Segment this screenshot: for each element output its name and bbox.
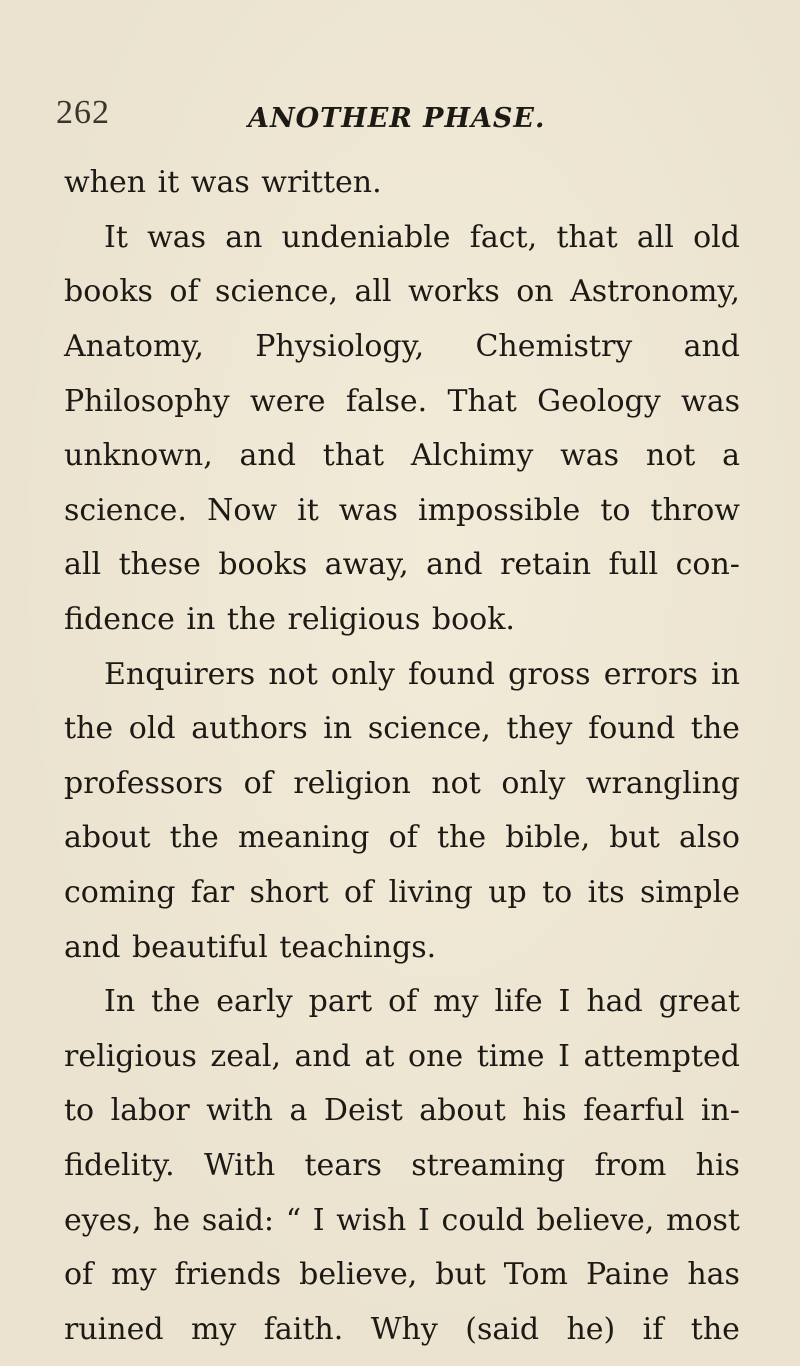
word: full [608,547,659,583]
word: living [388,875,473,911]
body-text [64,156,740,1357]
word: “ [285,1202,302,1238]
word: zeal, [210,1038,281,1074]
word: at [364,1038,395,1074]
word: not [431,765,481,801]
word: but [435,1257,486,1293]
word: Astronomy, [570,274,740,310]
text-line [64,1030,740,1085]
text-line [64,1248,740,1303]
word: short [249,875,329,911]
word: errors [603,656,698,692]
word: with [206,1093,273,1129]
word: works [408,274,500,310]
text-line [64,647,740,702]
text-line [64,1193,740,1248]
word: streaming [411,1147,566,1183]
word: the [690,1311,740,1347]
word: fact, [469,219,538,255]
word: said: [201,1202,275,1238]
word: Deist [323,1093,403,1129]
word: the [690,711,740,747]
text-line: fidence in the religious book. [64,602,515,638]
word: the [169,820,219,856]
word: he) [566,1311,616,1347]
text-line [64,757,740,812]
word: science, [367,711,491,747]
word: time [476,1038,545,1074]
text-line [64,265,740,320]
word: That [447,383,517,419]
word: early [216,984,293,1020]
text-line: and beautiful teachings. [64,929,437,965]
word: professors [64,765,224,801]
word: but [609,820,660,856]
word: my [433,984,479,1020]
word: (said [465,1311,540,1347]
word: of [344,875,374,911]
word: Enquirers [104,656,256,692]
word: part [308,984,373,1020]
text-line [64,320,740,375]
word: Now [207,492,278,528]
word: I [558,984,571,1020]
word: great [658,984,740,1020]
word: retain [500,547,592,583]
word: bible, [505,820,591,856]
word: I [417,1202,430,1238]
word: religious [64,1038,197,1074]
word: In [104,984,136,1020]
word: authors [191,711,308,747]
word: believe, [299,1257,418,1293]
word: if [642,1311,664,1347]
text-line [64,211,740,266]
word: con- [675,547,740,583]
word: Philosophy [64,383,230,419]
word: Paine [585,1257,670,1293]
word: in [323,711,353,747]
word: about [64,820,151,856]
word: the [436,820,487,856]
word: books [64,274,153,310]
text-line [64,1139,740,1194]
word: an [225,219,263,255]
word: tears [304,1147,382,1183]
word: these [118,547,201,583]
word: my [111,1257,157,1293]
word: was [681,383,740,419]
word: only [501,765,566,801]
word: on [516,274,554,310]
word: wrangling [585,765,740,801]
word: that [556,219,618,255]
word: far [190,875,235,911]
text-line [64,484,740,539]
word: books [218,547,308,583]
word: from [594,1147,667,1183]
word: simple [639,875,740,911]
word: not [645,438,696,474]
text-line [64,1084,740,1139]
word: the [64,711,114,747]
word: attempted [583,1038,740,1074]
word: had [586,984,643,1020]
text-line [64,374,740,429]
word: not [268,656,318,692]
word: to [542,875,573,911]
word: found [407,656,495,692]
word: gross [508,656,591,692]
text-line [64,1302,740,1357]
text-line [64,702,740,757]
word: in [711,656,740,692]
word: found [588,711,676,747]
word: impossible [417,492,581,528]
word: in- [700,1093,740,1129]
word: away, [324,547,409,583]
word: of [169,274,199,310]
word: and [239,438,296,474]
word: to [600,492,631,528]
word: Tom [503,1257,568,1293]
word: he [153,1202,191,1238]
word: only [330,656,395,692]
word: Physiology, [255,329,425,365]
word: and [683,329,740,365]
word: I [312,1202,325,1238]
word: old [128,711,176,747]
word: was [338,492,398,528]
word: also [678,820,740,856]
word: a [722,438,740,474]
word: Chemistry [475,329,633,365]
word: With [203,1147,276,1183]
word: life [494,984,543,1020]
word: false. [345,383,428,419]
word: has [687,1257,740,1293]
word: of [64,1257,94,1293]
word: up [488,875,527,911]
word: Anatomy, [64,329,204,365]
word: could [441,1202,525,1238]
word: Alchimy [410,438,534,474]
text-line [64,538,740,593]
word: its [587,875,625,911]
word: believe, [536,1202,655,1238]
word: fearful [583,1093,685,1129]
word: old [693,219,740,255]
word: Geology [537,383,661,419]
word: they [506,711,573,747]
word: eyes, [64,1202,142,1238]
word: one [408,1038,464,1074]
word: all [64,547,102,583]
word: most [666,1202,740,1238]
text-line [64,866,740,921]
text-line [64,975,740,1030]
word: of [388,984,418,1020]
text-line: when it was written. [64,165,382,201]
word: and [426,547,483,583]
word: undeniable [281,219,451,255]
word: It [104,219,128,255]
word: ruined [64,1311,164,1347]
text-line [64,811,740,866]
word: about [419,1093,506,1129]
word: his [522,1093,567,1129]
running-head: ANOTHER PHASE. [248,103,546,134]
word: it [297,492,319,528]
word: that [322,438,385,474]
word: was [147,219,207,255]
word: and [294,1038,351,1074]
text-line [64,429,740,484]
word: religion [293,765,411,801]
word: faith. [263,1311,344,1347]
word: all [636,219,674,255]
word: his [695,1147,740,1183]
word: throw [650,492,740,528]
word: Why [370,1311,438,1347]
word: labor [110,1093,190,1129]
word: all [354,274,392,310]
word: friends [174,1257,282,1293]
word: a [289,1093,308,1129]
word: was [560,438,620,474]
word: unknown, [64,438,213,474]
word: my [190,1311,237,1347]
word: coming [64,875,176,911]
word: science, [215,274,339,310]
word: I [558,1038,570,1074]
word: to [64,1093,95,1129]
page-number: 262 [56,94,110,131]
word: of [388,820,418,856]
word: of [243,765,273,801]
word: the [151,984,201,1020]
word: meaning [237,820,370,856]
word: fidelity. [64,1147,175,1183]
word: wish [336,1202,407,1238]
word: science. [64,492,187,528]
word: were [250,383,326,419]
